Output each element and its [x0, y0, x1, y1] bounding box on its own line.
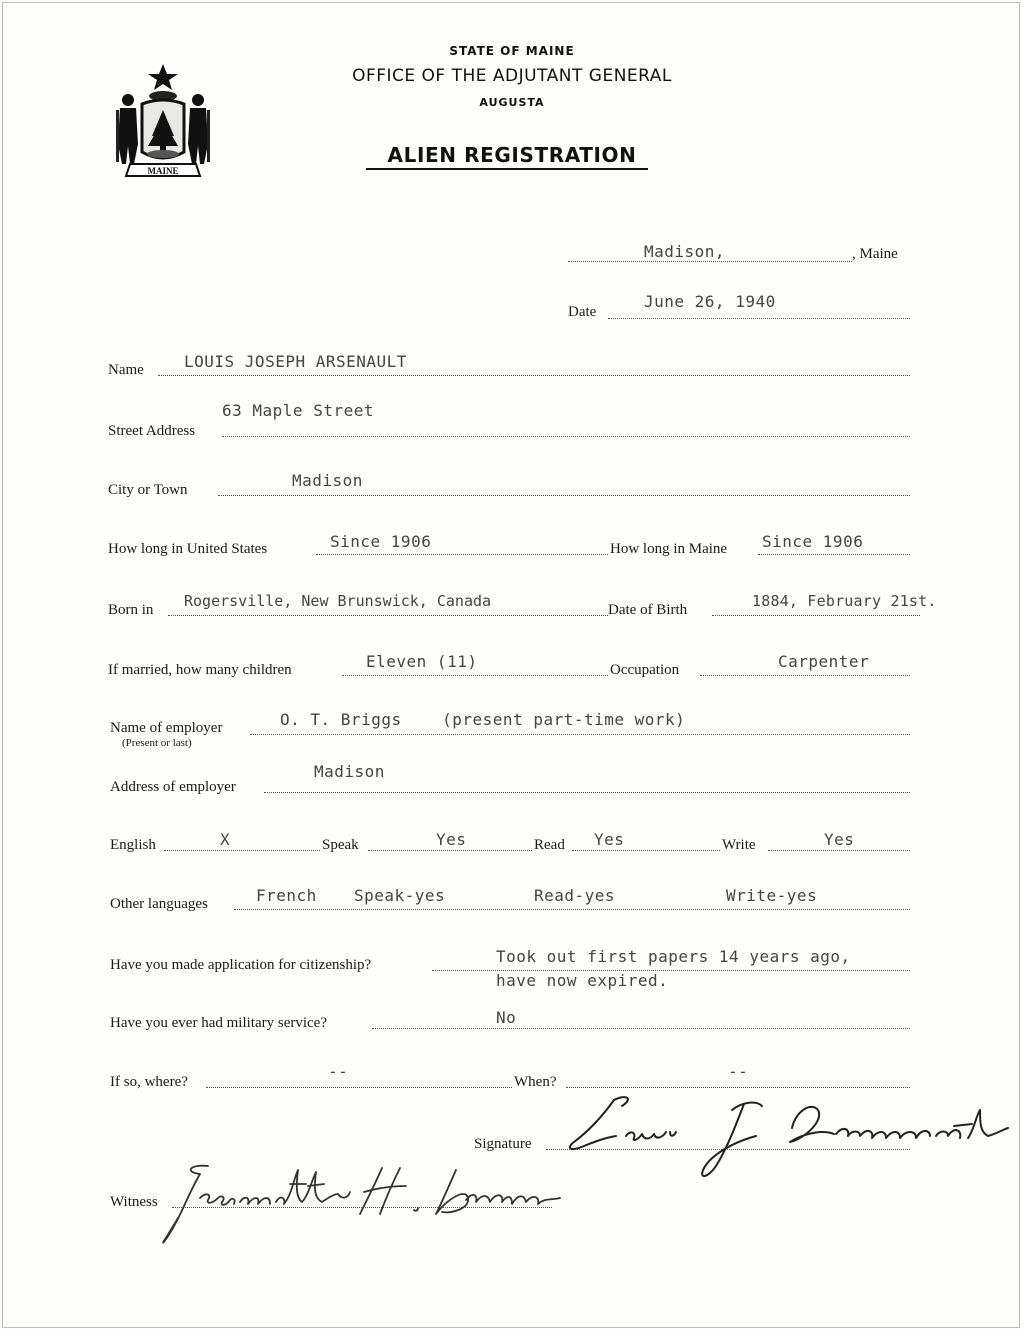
town-value: Madison,	[644, 242, 726, 261]
street-label: Street Address	[108, 423, 196, 439]
witness-label: Witness	[110, 1194, 158, 1210]
date-label: Date	[568, 304, 597, 320]
employer-sublabel: (Present or last)	[122, 737, 192, 749]
speak-value: Yes	[436, 830, 467, 849]
state-heading: STATE OF MAINE	[449, 44, 575, 58]
children-label: If married, how many children	[108, 662, 292, 678]
street-line	[222, 436, 910, 437]
occupation-label: Occupation	[610, 662, 680, 678]
where-label: If so, where?	[110, 1074, 188, 1090]
other-languages-line	[234, 909, 910, 910]
write-label: Write	[722, 837, 756, 853]
military-line	[372, 1028, 910, 1029]
employer-address-value: Madison	[314, 762, 385, 781]
town-line	[568, 261, 852, 262]
when-line	[566, 1087, 910, 1088]
born-in-line	[168, 615, 608, 616]
speak-label: Speak	[322, 837, 359, 853]
dob-line	[712, 615, 920, 616]
english-line	[164, 850, 320, 851]
employer-address-line	[264, 792, 910, 793]
title-underline	[366, 168, 648, 170]
how-long-maine-label: How long in Maine	[610, 541, 728, 557]
other-languages-label: Other languages	[110, 896, 208, 912]
employer-label: Name of employer	[110, 720, 223, 736]
name-label: Name	[108, 362, 144, 378]
city-label: City or Town	[108, 482, 188, 498]
name-line	[158, 375, 910, 376]
read-value: Yes	[594, 830, 625, 849]
read-label: Read	[534, 837, 565, 853]
dob-label: Date of Birth	[608, 602, 688, 618]
when-label: When?	[514, 1074, 557, 1090]
signature-label: Signature	[474, 1136, 532, 1152]
children-value: Eleven (11)	[366, 652, 478, 671]
occupation-value: Carpenter	[778, 652, 870, 671]
city-heading: AUGUSTA	[479, 96, 545, 109]
where-value: --	[328, 1062, 349, 1081]
born-in-value: Rogersville, New Brunswick, Canada	[184, 592, 492, 610]
office-heading: OFFICE OF THE ADJUTANT GENERAL	[352, 66, 672, 86]
other-speak-value: Speak-yes	[354, 886, 446, 905]
english-value: X	[220, 830, 231, 849]
date-value: June 26, 1940	[644, 292, 776, 311]
date-line	[608, 318, 910, 319]
form-title: ALIEN REGISTRATION	[387, 143, 637, 167]
city-value: Madison	[292, 471, 363, 490]
svg-text:MAINE: MAINE	[147, 166, 179, 176]
other-lang-value: French	[256, 886, 317, 905]
where-line	[206, 1087, 512, 1088]
citizenship-label: Have you made application for citizenship?	[110, 957, 372, 973]
maine-label: , Maine	[852, 246, 898, 262]
how-long-us-label: How long in United States	[108, 541, 268, 557]
write-line	[768, 850, 910, 851]
born-in-label: Born in	[108, 602, 154, 618]
name-value: LOUIS JOSEPH ARSENAULT	[184, 352, 407, 371]
street-value: 63 Maple Street	[222, 401, 374, 420]
occupation-line	[700, 675, 910, 676]
read-line	[572, 850, 720, 851]
other-read-value: Read-yes	[534, 886, 616, 905]
english-label: English	[110, 837, 156, 853]
how-long-us-line	[316, 554, 608, 555]
employer-address-label: Address of employer	[110, 779, 236, 795]
how-long-us-value: Since 1906	[330, 532, 432, 551]
city-line	[218, 495, 910, 496]
how-long-maine-line	[758, 554, 910, 555]
dob-value: 1884, February 21st.	[752, 592, 937, 610]
children-line	[342, 675, 608, 676]
military-label: Have you ever had military service?	[110, 1015, 327, 1031]
speak-line	[368, 850, 532, 851]
employer-line	[250, 734, 910, 735]
witness-signature	[160, 1158, 580, 1248]
write-value: Yes	[824, 830, 855, 849]
employer-value: O. T. Briggs (present part-time work)	[280, 710, 686, 729]
how-long-maine-value: Since 1906	[762, 532, 864, 551]
when-value: --	[728, 1062, 749, 1081]
signer-signature	[556, 1090, 1018, 1186]
other-write-value: Write-yes	[726, 886, 818, 905]
citizenship-value-2: have now expired.	[496, 971, 669, 990]
citizenship-value-1: Took out first papers 14 years ago,	[496, 947, 851, 966]
military-value: No	[496, 1008, 517, 1027]
